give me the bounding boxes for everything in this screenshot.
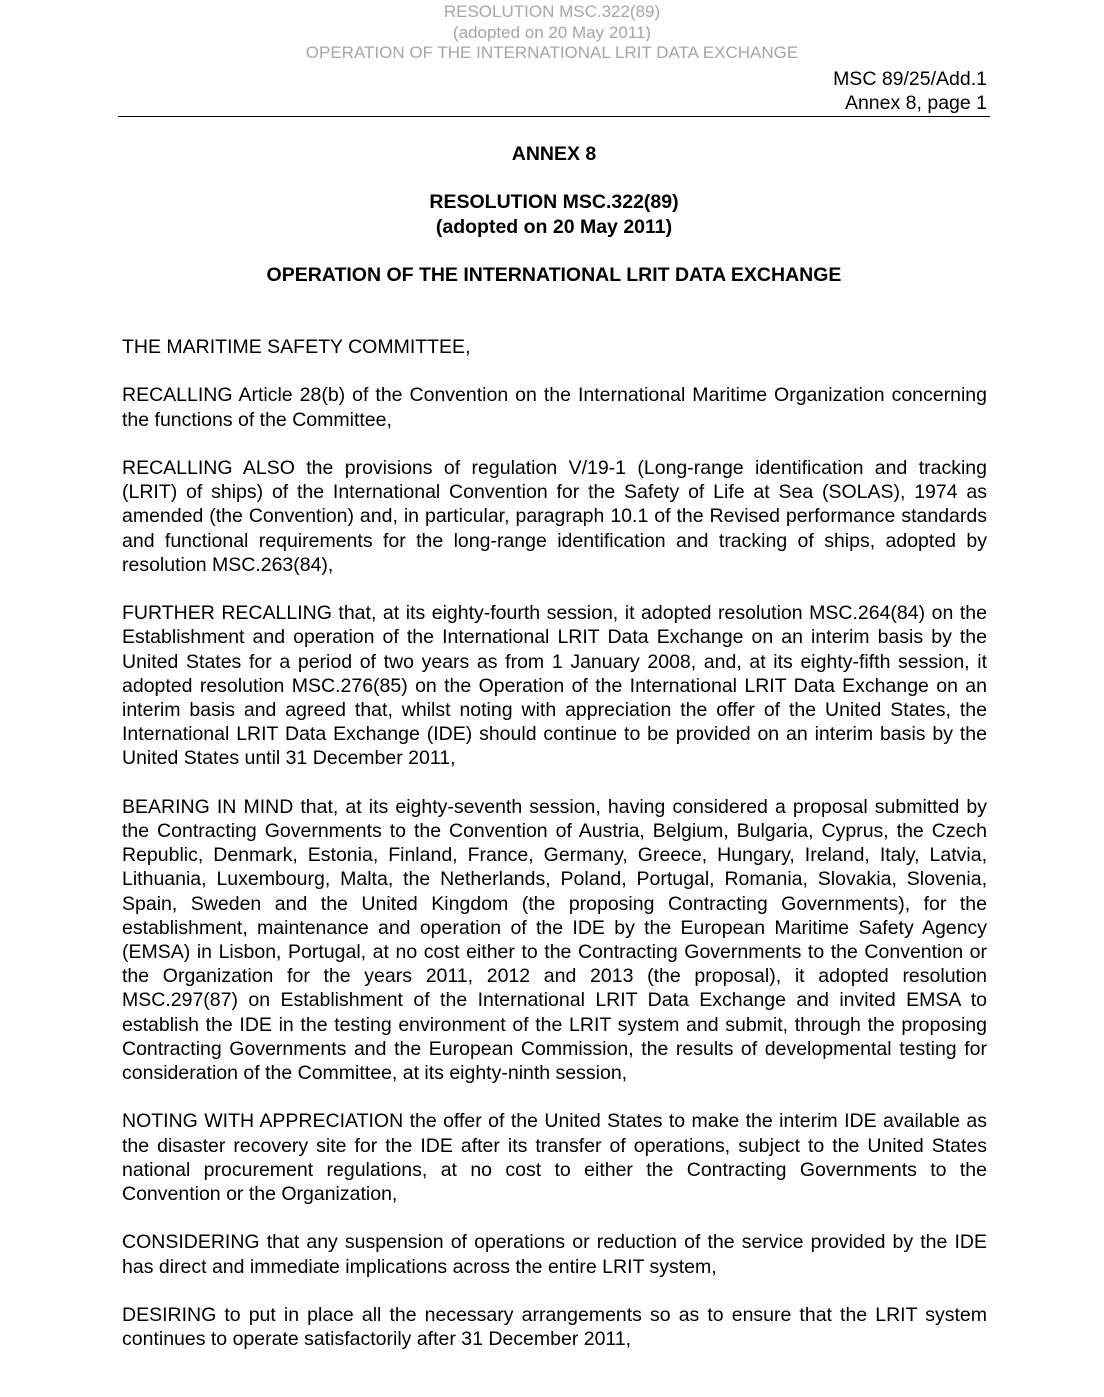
paragraph-desiring: DESIRING to put in place all the necessary arrangements so as to ensure that the LRIT system continues to operate satisfactorily after 31 December 2011, [122, 1304, 987, 1351]
paragraph-considering: CONSIDERING that any suspension of operations or reduction of the service provided by the IDE has direct and immediate implications across the entire LRIT system, [122, 1231, 987, 1278]
watermark-resolution: RESOLUTION MSC.322(89) [443, 2, 661, 21]
paragraph-noting: NOTING WITH APPRECIATION the offer of the United States to make the interim IDE available as the disaster recovery site for the IDE after its transfer of operations, subject to the United States national procurement regulations, at no cost to either the Contracting Governments to the Convention or the Organization, [122, 1110, 987, 1206]
paragraph-recalling-also: RECALLING ALSO the provisions of regulation V/19-1 (Long-range identification and tracking (LRIT) of ships) of the International Convention for the Safety of Life at Sea (SOLAS), 1974 as amended (the Convention) and, in particular, paragraph 10.1 of the Revised performance standards and functional requirements for the long-range identification and tracking of ships, adopted by resolution MSC.263(84), [122, 456, 987, 576]
subject-title: OPERATION OF THE INTERNATIONAL LRIT DATA EXCHANGE [266, 264, 842, 286]
document-body [122, 335, 987, 1376]
adoption-date: (adopted on 20 May 2011) [435, 215, 673, 238]
document-symbol: MSC 89/25/Add.1 [833, 68, 987, 90]
document-reference [833, 67, 987, 115]
resolution-number: RESOLUTION MSC.322(89) [429, 191, 679, 213]
paragraph-bearing-in-mind: BEARING IN MIND that, at its eighty-seventh session, having considered a proposal submitted by the Contracting Governments to the Convention of Austria, Belgium, Bulgaria, Cyprus, the Czech Republic, Denmark, Estonia, Finland, France, Germany, Greece, Hungary, Ireland, Italy, Latvia, Lithuania, Luxembourg, Malta, the Netherlands, Poland, Portugal, Romania, Slovakia, Slovenia, Spain, Sweden and the United Kingdom (the proposing Contracting Governments), for the establishment, maintenance and operation of the IDE by the European Maritime Safety Agency (EMSA) in Lisbon, Portugal, at no cost either to the Contracting Governments to the Convention or the Organization for the years 2011, 2012 and 2013 (the proposal), it adopted resolution MSC.297(87) on Establishment of the International LRIT Data Exchange and invited EMSA to establish the IDE in the testing environment of the LRIT system and submit, through the proposing Contracting Governments and the European Commission, the results of developmental testing for consideration of the Committee, at its eighty-ninth session, [122, 795, 987, 1085]
header-divider [118, 116, 990, 117]
resolution-title-block [118, 190, 990, 239]
paragraph-committee: THE MARITIME SAFETY COMMITTEE, [122, 336, 471, 358]
paragraph-recalling: RECALLING Article 28(b) of the Convention on the International Maritime Organization concerning the functions of the Committee, [122, 384, 987, 431]
annex-title: ANNEX 8 [511, 143, 597, 165]
watermark-adopted: (adopted on 20 May 2011) [452, 22, 652, 42]
page-reference: Annex 8, page 1 [844, 92, 987, 114]
paragraph-further-recalling: FURTHER RECALLING that, at its eighty-fourth session, it adopted resolution MSC.264(84) on the Establishment and operation of the International LRIT Data Exchange on an interim basis by the United States for a period of two years as from 1 January 2008, and, at its eighty-fifth session, it adopted resolution MSC.276(85) on the Operation of the International LRIT Data Exchange on an interim basis and agreed that, whilst noting with appreciation the offer of the United States, the International LRIT Data Exchange (IDE) should continue to be provided on an interim basis by the United States until 31 December 2011, [122, 602, 987, 770]
header-watermark [0, 2, 1104, 64]
watermark-subject: OPERATION OF THE INTERNATIONAL LRIT DATA EXCHANGE [305, 43, 799, 62]
